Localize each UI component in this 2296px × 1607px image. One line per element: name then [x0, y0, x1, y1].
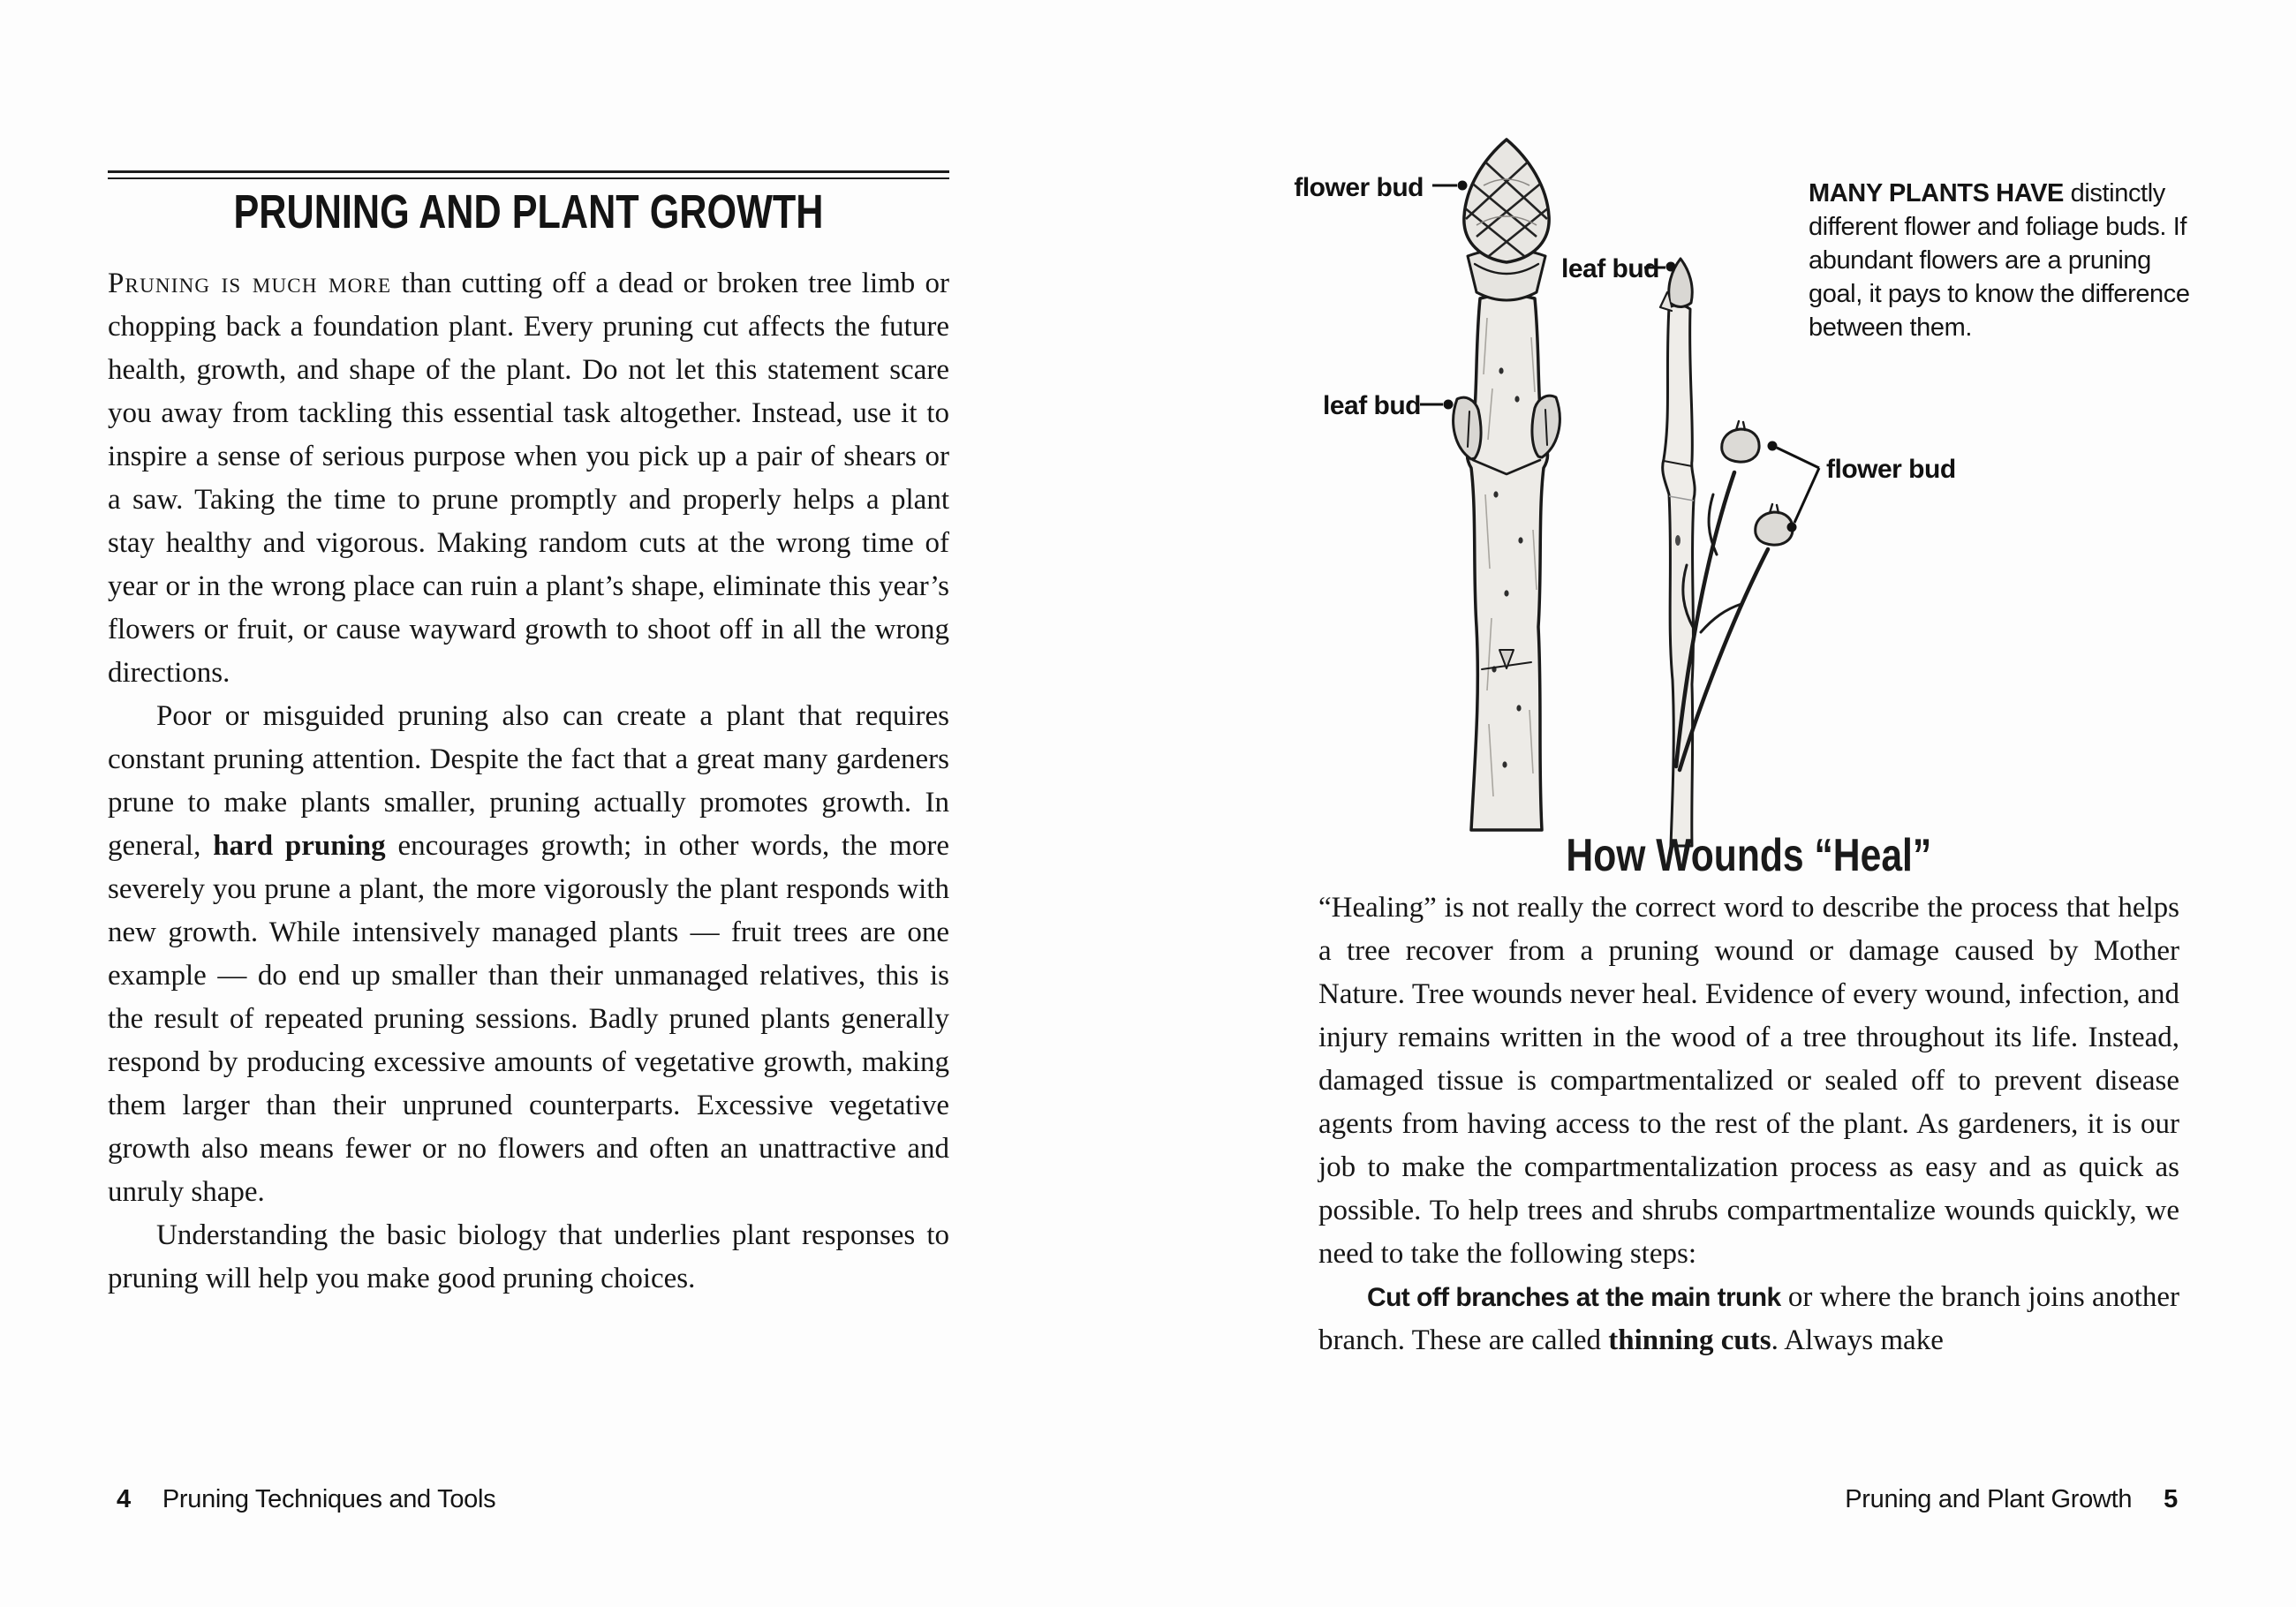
- leaf-bud-side-leader-dot: [1444, 400, 1454, 410]
- paragraph-cut-off-text-b: . Always make: [1771, 1324, 1944, 1356]
- paragraph-2: [108, 695, 949, 1214]
- flower-bud-large: [1464, 140, 1549, 262]
- right-body-column: [1318, 886, 2179, 1362]
- thin-twig-drawing: [1660, 259, 1793, 846]
- left-footer: [117, 1485, 958, 1514]
- figure-caption-text: distinctly different flower and foliage buds. If abundant flowers are a pruning goal, it pays to know the difference between them.: [1809, 179, 2190, 342]
- paragraph-healing-text: “Healing” is not really the correct word to describe the process that helps a tree recover from a pruning wound or damage caused by Mother Nature. Tree wounds never heal. Evidence of every wound, infection, and injury remains written in the wood of a tree throughout its life. Instead, damaged tissue is compartmentalized or sealed off to prevent disease agents from having access to the rest of the plant. As gardeners, it is our job to make the compartmentalization process as easy and as quick as possible. To help trees and shrubs compartmentalize wounds quickly, we need to take the following steps:: [1318, 892, 2179, 1270]
- paragraph-cut-off-text-a: or where the branch joins another branch. These are called: [1318, 1281, 2179, 1356]
- paragraph-3-text: Understanding the basic biology that underlies plant responses to pruning will help you make good pruning choices.: [108, 1219, 949, 1294]
- flower-bud-lower-label: flower bud: [1826, 455, 1956, 484]
- right-running-head: Pruning and Plant Growth: [1845, 1485, 2133, 1513]
- paragraph-1-text: than cutting off a dead or broken tree limb or chopping back a foundation plant. Every pruning cut affects the future health, growth, and shape of the plant. Do not let this statement scare you away from tackling this essential task altogether. Instead, use it to inspire a sense of serious purpose when you pick up a pair of shears or a saw. Taking the time to prune promptly and properly helps a plant stay healthy and vigorous. Making random cuts at the wrong time of year or in the wrong place can ruin a plant’s shape, eliminate this year’s flowers or fruit, or cause wayward growth to shoot off in all the wrong directions.: [108, 268, 949, 689]
- flower-bud-lower-leader-b-dot: [1787, 523, 1797, 532]
- leaf-bud-top-leader-dot: [1666, 262, 1676, 272]
- thin-twig-blotch: [1675, 535, 1680, 546]
- left-body-column: [108, 262, 949, 1301]
- figure-caption: [1809, 177, 2208, 344]
- right-page-number: 5: [2164, 1485, 2178, 1513]
- paragraph-healing: [1318, 886, 2179, 1276]
- flower-bud-top-label: flower bud: [1294, 173, 1424, 202]
- left-running-head: Pruning Techniques and Tools: [162, 1485, 496, 1513]
- flower-bud-lower-leader-b: [1794, 468, 1819, 523]
- flower-bud-top-leader-dot: [1458, 181, 1468, 191]
- paragraph-cut-off: [1318, 1276, 2179, 1362]
- section-heading: [1318, 830, 2179, 881]
- left-page-number: 4: [117, 1485, 131, 1513]
- paragraph-2-text-a: Poor or misguided pruning also can create a plant that requires constant pruning attention. Despite the fact that a great many gardeners prune to make plants smaller, pruning actually promotes growth. In general,: [108, 700, 949, 862]
- paragraph-3: [108, 1214, 949, 1301]
- section-heading-text: How Wounds “Heal”: [1566, 830, 1932, 881]
- paragraph-lead-smallcaps: Pruning is much more: [108, 268, 392, 299]
- right-footer: [1318, 1485, 2178, 1514]
- leaf-bud-side-left: [1454, 397, 1481, 459]
- chapter-title-text: PRUNING AND PLANT GROWTH: [233, 185, 824, 238]
- paragraph-2-text-b: encourages growth; in other words, the more severely you prune a plant, the more vigorously the plant responds with new growth. While intensively managed plants — fruit trees are one example — do end up smaller than their unmanaged relatives, this is the result of repeated pruning sessions. Badly pruned plants generally respond by producing excessive amounts of vegetative growth, making them larger than their unpruned counterparts. Excessive vegetative growth also means fewer or no flowers and often an unattractive and unruly shape.: [108, 830, 949, 1208]
- stout-twig-drawing: [1454, 140, 1560, 830]
- thin-twig-stem: [1663, 305, 1695, 846]
- thinning-cuts-bold-term: thinning cuts: [1608, 1324, 1771, 1356]
- chapter-title: [108, 185, 949, 238]
- figure-caption-lead: MANY PLANTS HAVE: [1809, 179, 2064, 207]
- title-rule: [108, 170, 949, 179]
- cut-off-branches-bold-term: Cut off branches at the main trunk: [1367, 1283, 1781, 1312]
- hard-pruning-bold-term: hard pruning: [213, 830, 386, 862]
- flower-bud-lower-leader-a-dot: [1768, 441, 1778, 451]
- flower-bud-lower-leader-a: [1777, 448, 1819, 468]
- leaf-bud-top-label: leaf bud: [1561, 254, 1660, 283]
- leaf-bud-side-label: leaf bud: [1323, 391, 1422, 420]
- paragraph-1: [108, 262, 949, 695]
- flower-bud-small-1: [1722, 429, 1759, 462]
